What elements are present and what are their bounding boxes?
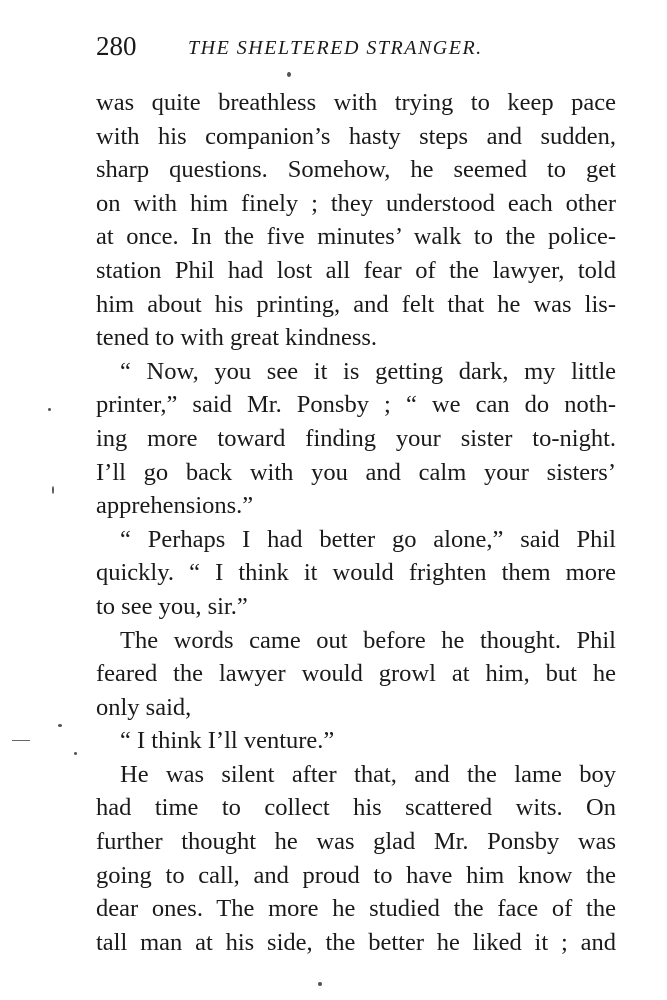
scan-speck — [58, 724, 62, 727]
scan-speck — [318, 982, 322, 986]
text-line: him about his printing, and felt that he was lis- — [96, 290, 616, 318]
text-line: printer,” said Mr. Ponsby ; “ we can do noth- — [96, 391, 616, 419]
scan-mark — [12, 740, 30, 741]
text-line: with his companion’s hasty steps and sudden, — [96, 122, 616, 150]
text-line: station Phil had lost all fear of the lawyer, told — [96, 256, 616, 284]
text-line: feared the lawyer would growl at him, but he — [96, 660, 616, 688]
text-line: “ Now, you see it is getting dark, my little — [120, 357, 616, 385]
text-line: going to call, and proud to have him know the — [96, 861, 616, 889]
text-line: He was silent after that, and the lame boy — [120, 760, 616, 788]
scan-speck — [74, 752, 77, 755]
text-line: sharp questions. Somehow, he seemed to get — [96, 156, 616, 184]
text-line: quickly. “ I think it would frighten them more — [96, 559, 616, 587]
page-number: 280 — [96, 31, 137, 61]
text-line: “ I think I’ll venture.” — [120, 727, 335, 755]
text-line: to see you, sir.” — [96, 592, 248, 620]
scan-speck — [48, 408, 51, 411]
body-text — [96, 86, 616, 959]
scan-speck — [287, 72, 291, 77]
text-line: on with him finely ; they understood each other — [96, 189, 616, 217]
text-line: The words came out before he thought. Phil — [120, 626, 616, 654]
text-line: dear ones. The more he studied the face of the — [96, 895, 616, 923]
text-line: further thought he was glad Mr. Ponsby was — [96, 828, 616, 856]
page-header — [96, 30, 616, 70]
text-line: tall man at his side, the better he liked it ; and — [96, 928, 616, 956]
text-line: apprehensions.” — [96, 492, 254, 520]
text-line: I’ll go back with you and calm your sisters’ — [96, 458, 616, 486]
text-line: was quite breathless with trying to keep pace — [96, 89, 616, 116]
text-line: only said, — [96, 693, 192, 721]
text-line: ing more toward finding your sister to-night. — [96, 424, 616, 452]
text-line: at once. In the five minutes’ walk to the police- — [96, 223, 616, 251]
text-line: “ Perhaps I had better go alone,” said Phil — [120, 525, 616, 553]
text-line: tened to with great kindness. — [96, 324, 378, 352]
text-line: had time to collect his scattered wits. On — [96, 794, 616, 822]
scan-speck — [52, 486, 54, 494]
running-title: THE SHELTERED STRANGER. — [188, 37, 483, 59]
